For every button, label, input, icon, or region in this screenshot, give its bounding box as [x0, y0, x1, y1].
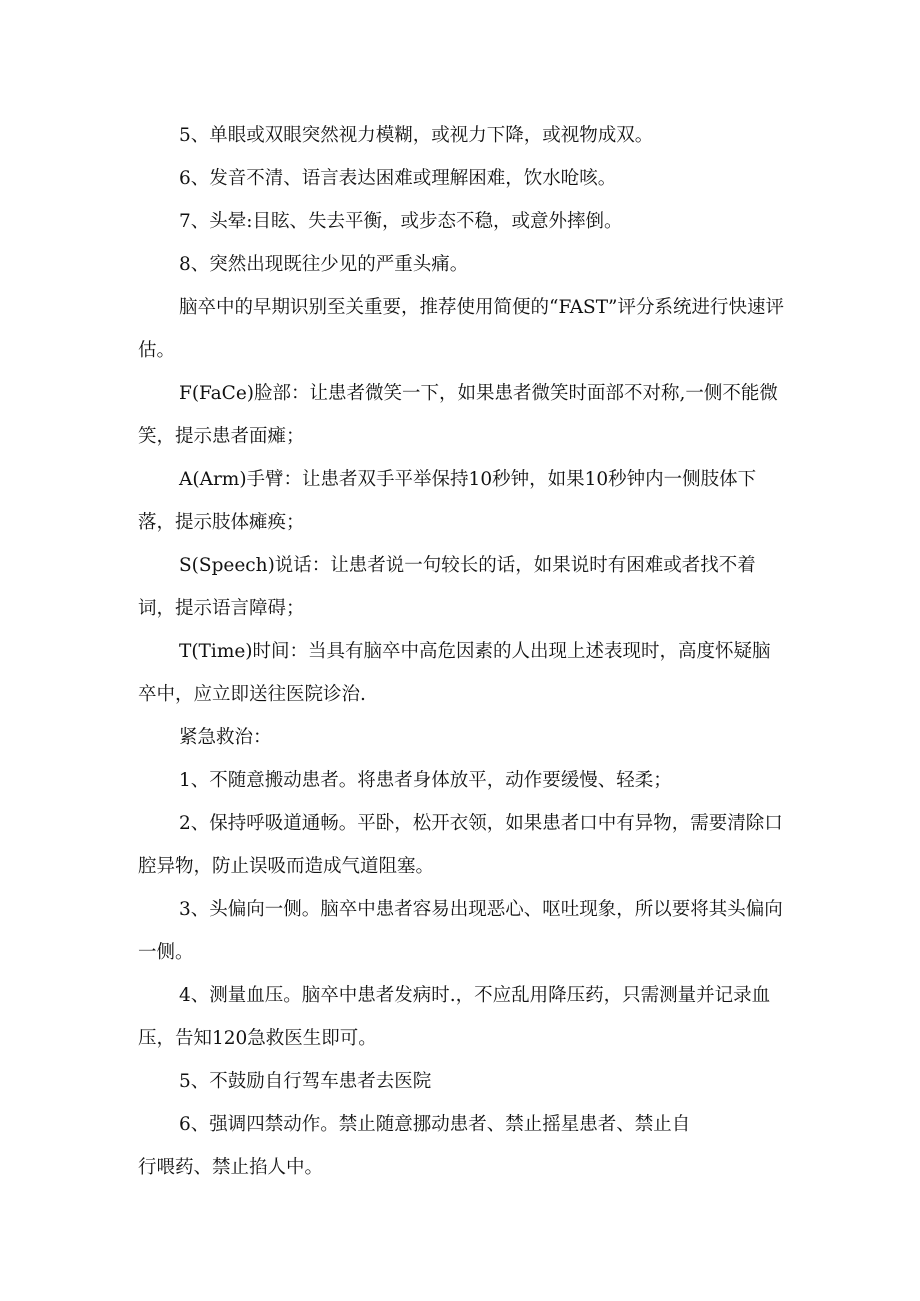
document-body — [138, 114, 786, 1189]
emergency-step-5: 5、不鼓励自行驾车患者去医院 — [179, 1071, 432, 1092]
fast-time-paragraph: T(Time)时间：当具有脑卒中高危因素的人出现上述表现时，高度怀疑脑卒中，应立即送往医院诊治. — [138, 641, 771, 705]
emergency-heading: 紧急救治： — [179, 727, 272, 748]
emergency-step-1: 1、不随意搬动患者。将患者身体放平，动作要缓慢、轻柔； — [179, 770, 672, 791]
emergency-step-3: 3、头偏向一侧。脑卒中患者容易出现恶心、呕吐现象，所以要将其头偏向一侧。 — [138, 899, 783, 963]
emergency-step-6 — [138, 1103, 786, 1189]
symptom-item-7: 7、头晕:目眩、失去平衡，或步态不稳，或意外摔倒。 — [179, 211, 623, 232]
symptom-item-5: 5、单眼或双眼突然视力模糊，或视力下降，或视物成双。 — [179, 125, 654, 146]
symptom-item-8: 8、突然出现既往少见的严重头痛。 — [179, 254, 469, 275]
fast-intro-paragraph: 脑卒中的早期识别至关重要，推荐使用简便的“FAST”评分系统进行快速评估。 — [138, 297, 785, 361]
emergency-step-2: 2、保持呼吸道通畅。平卧，松开衣领，如果患者口中有异物，需要清除口腔异物，防止误吸而造成气道阻塞。 — [138, 813, 783, 877]
fast-face-paragraph: F(FaCe)脸部：让患者微笑一下，如果患者微笑时面部不对称,一侧不能微笑，提示患者面瘫； — [138, 383, 778, 447]
emergency-step-6-line-1: 6、强调四禁动作。禁止随意挪动患者、禁止摇星患者、禁止自 — [179, 1114, 691, 1135]
fast-arm-paragraph: A(Arm)手臂：让患者双手平举保持10秒钟，如果10秒钟内一侧肢体下落，提示肢体瘫痪； — [138, 469, 757, 533]
symptom-item-6: 6、发音不清、语言表达困难或理解困难，饮水呛咳。 — [179, 168, 617, 189]
fast-speech-paragraph: S(Speech)说话：让患者说一句较长的话，如果说时有困难或者找不着词，提示语言障碍； — [138, 555, 756, 619]
emergency-step-6-line-2: 行喂药、禁止掐人中。 — [138, 1157, 324, 1178]
emergency-step-4: 4、测量血压。脑卒中患者发病时.，不应乱用降压药，只需测量并记录血压，告知120急救医生即可。 — [138, 985, 771, 1049]
